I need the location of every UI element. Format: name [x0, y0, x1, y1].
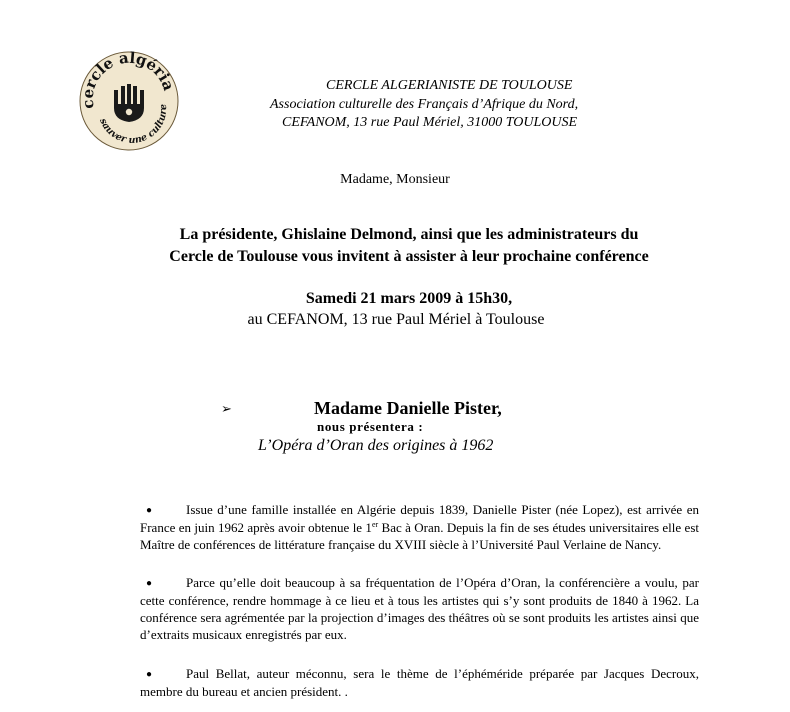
invitation-line-2: Cercle de Toulouse vous invitent à assister à leur prochaine conférence — [169, 248, 649, 265]
speaker-presents: nous présentera : — [317, 419, 424, 434]
ephemeride-text: Paul Bellat, auteur méconnu, sera le thème de l’éphéméride préparée par Jacques Decroux, membre du bureau et ancien président. . — [140, 666, 699, 699]
event-place: au CEFANOM, 13 rue Paul Mériel à Toulouse — [247, 311, 545, 328]
bullet-icon: ● — [146, 669, 153, 680]
speaker-name: Madame Danielle Pister, — [314, 398, 502, 418]
logo-ring-text-bottom: sauver une culture — [97, 103, 170, 146]
logo-emblem — [78, 50, 180, 152]
event-date: Samedi 21 mars 2009 à 15h30, — [305, 290, 513, 307]
organization-subtitle: Association culturelle des Français d’Afrique du Nord, — [270, 97, 579, 112]
ephemeride-paragraph — [140, 666, 699, 701]
bullet-icon: ● — [146, 578, 153, 589]
greeting: Madame, Monsieur — [340, 172, 450, 187]
logo-ring-text-top: cercle algéria — [78, 50, 178, 110]
conference-description-paragraph — [140, 575, 699, 644]
organization-address: CEFANOM, 13 rue Paul Mériel, 31000 TOULOUSE — [282, 115, 578, 130]
conference-subject: L’Opéra d’Oran des origines à 1962 — [258, 437, 494, 454]
association-logo — [78, 50, 180, 152]
bullet-icon: ● — [146, 505, 153, 516]
invitation-line-1: La présidente, Ghislaine Delmond, ainsi que les administrateurs du — [179, 226, 639, 243]
ordinal-superscript: er — [371, 519, 379, 529]
description-text: Parce qu’elle doit beaucoup à sa fréquentation de l’Opéra d’Oran, la conférencière a voulu, par cette conférence, rendre hommage à ce lieu et à tous les artistes qui s’y sont produits de 1840 à 1962. La conférence sera agrémentée par la projection d’images des théâtres où se sont produits les artistes ainsi que d’extraits musicaux enregistrés par eux. — [140, 575, 699, 642]
arrow-bullet-icon: ➢ — [221, 401, 232, 416]
organization-title: CERCLE ALGERIANISTE DE TOULOUSE — [326, 78, 573, 93]
bio-text-end: Bac à Oran. Depuis la fin de ses études universitaires elle est Maître de conférences de littérature française du XVIII siècle à l’Université Paul Verlaine de Nancy. — [140, 519, 699, 552]
speaker-bio-paragraph — [140, 502, 699, 554]
bio-text-start: Issue d’une famille installée en Algérie depuis 1839, Danielle Pister (née Lopez), est arrivée en France en juin 1962 après avoir obtenue le 1 — [140, 502, 699, 535]
